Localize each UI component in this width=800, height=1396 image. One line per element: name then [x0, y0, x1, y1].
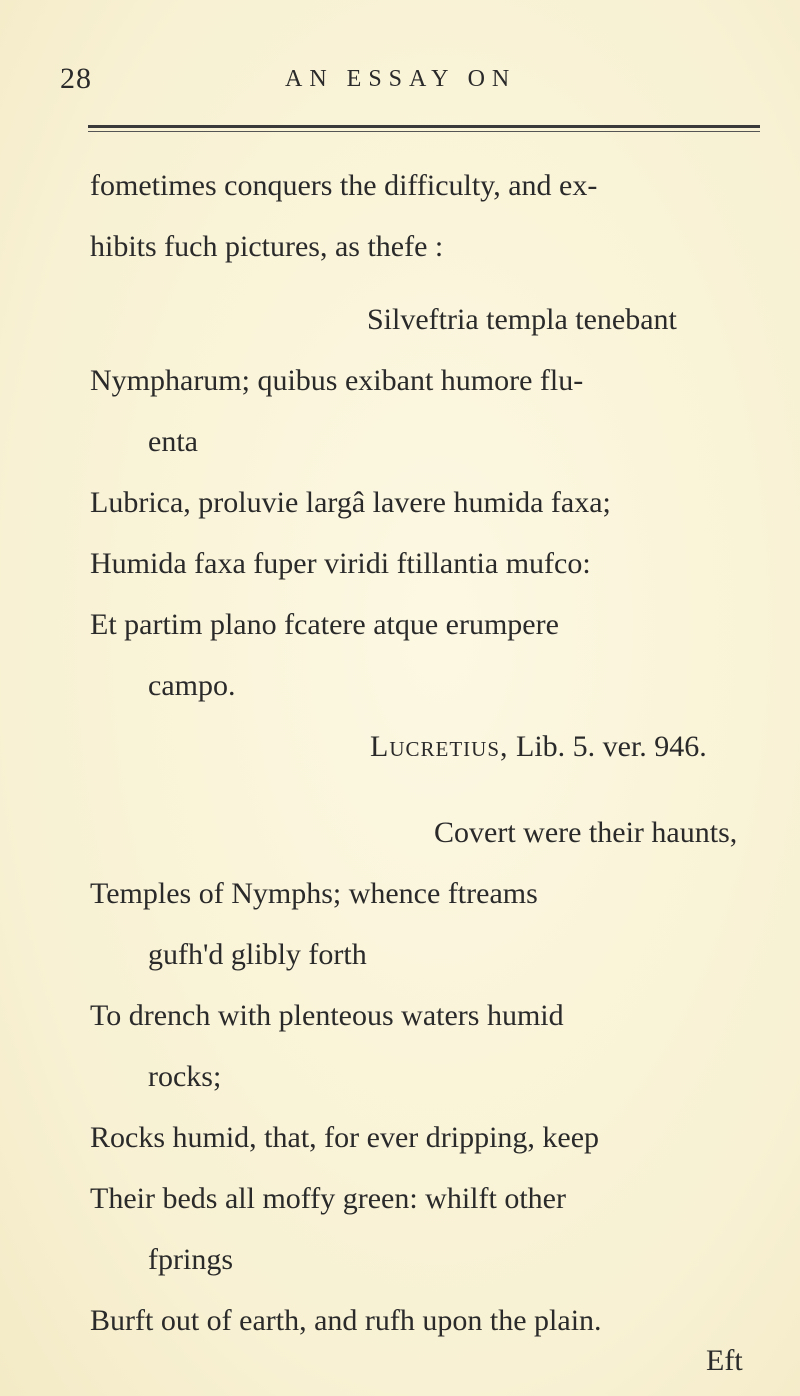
latin-verse-line: campo. [148, 669, 236, 702]
prose-line: hibits fuch pictures, as thefe : [90, 230, 444, 263]
english-verse-line: gufh'd glibly forth [148, 938, 367, 971]
catchword: Eft [706, 1344, 743, 1377]
header-rule-thin [88, 131, 760, 132]
page-header [60, 62, 760, 102]
english-verse-line: rocks; [148, 1060, 222, 1093]
prose-line: fometimes conquers the difficulty, and ex- [90, 169, 598, 202]
header-rule-thick [88, 125, 760, 128]
english-verse-line: fprings [148, 1243, 233, 1276]
english-verse-line: Burft out of earth, and rufh upon the plain. [90, 1304, 602, 1337]
latin-verse-line: Silveftria templa tenebant [367, 303, 677, 336]
citation-author: Lucretius, [370, 730, 509, 763]
english-verse-line: Covert were their haunts, [434, 816, 738, 849]
running-head: AN ESSAY ON [285, 66, 517, 92]
latin-verse-line: Lubrica, proluvie largâ lavere humida faxa; [90, 486, 611, 519]
latin-verse-line: Nympharum; quibus exibant humore flu- [90, 364, 584, 397]
english-verse-line: To drench with plenteous waters humid [90, 999, 564, 1032]
latin-verse-line: Et partim plano fcatere atque erumpere [90, 608, 559, 641]
latin-verse-line: Humida faxa fuper viridi ftillantia mufco: [90, 547, 591, 580]
latin-verse-line: enta [148, 425, 198, 458]
citation [370, 732, 707, 762]
citation-reference: Lib. 5. ver. 946. [508, 730, 707, 763]
english-verse-line: Their beds all moffy green: whilft other [90, 1182, 566, 1215]
english-verse-line: Rocks humid, that, for ever dripping, keep [90, 1121, 600, 1154]
english-verse-line: Temples of Nymphs; whence ftreams [90, 877, 538, 910]
page-number: 28 [60, 62, 92, 95]
